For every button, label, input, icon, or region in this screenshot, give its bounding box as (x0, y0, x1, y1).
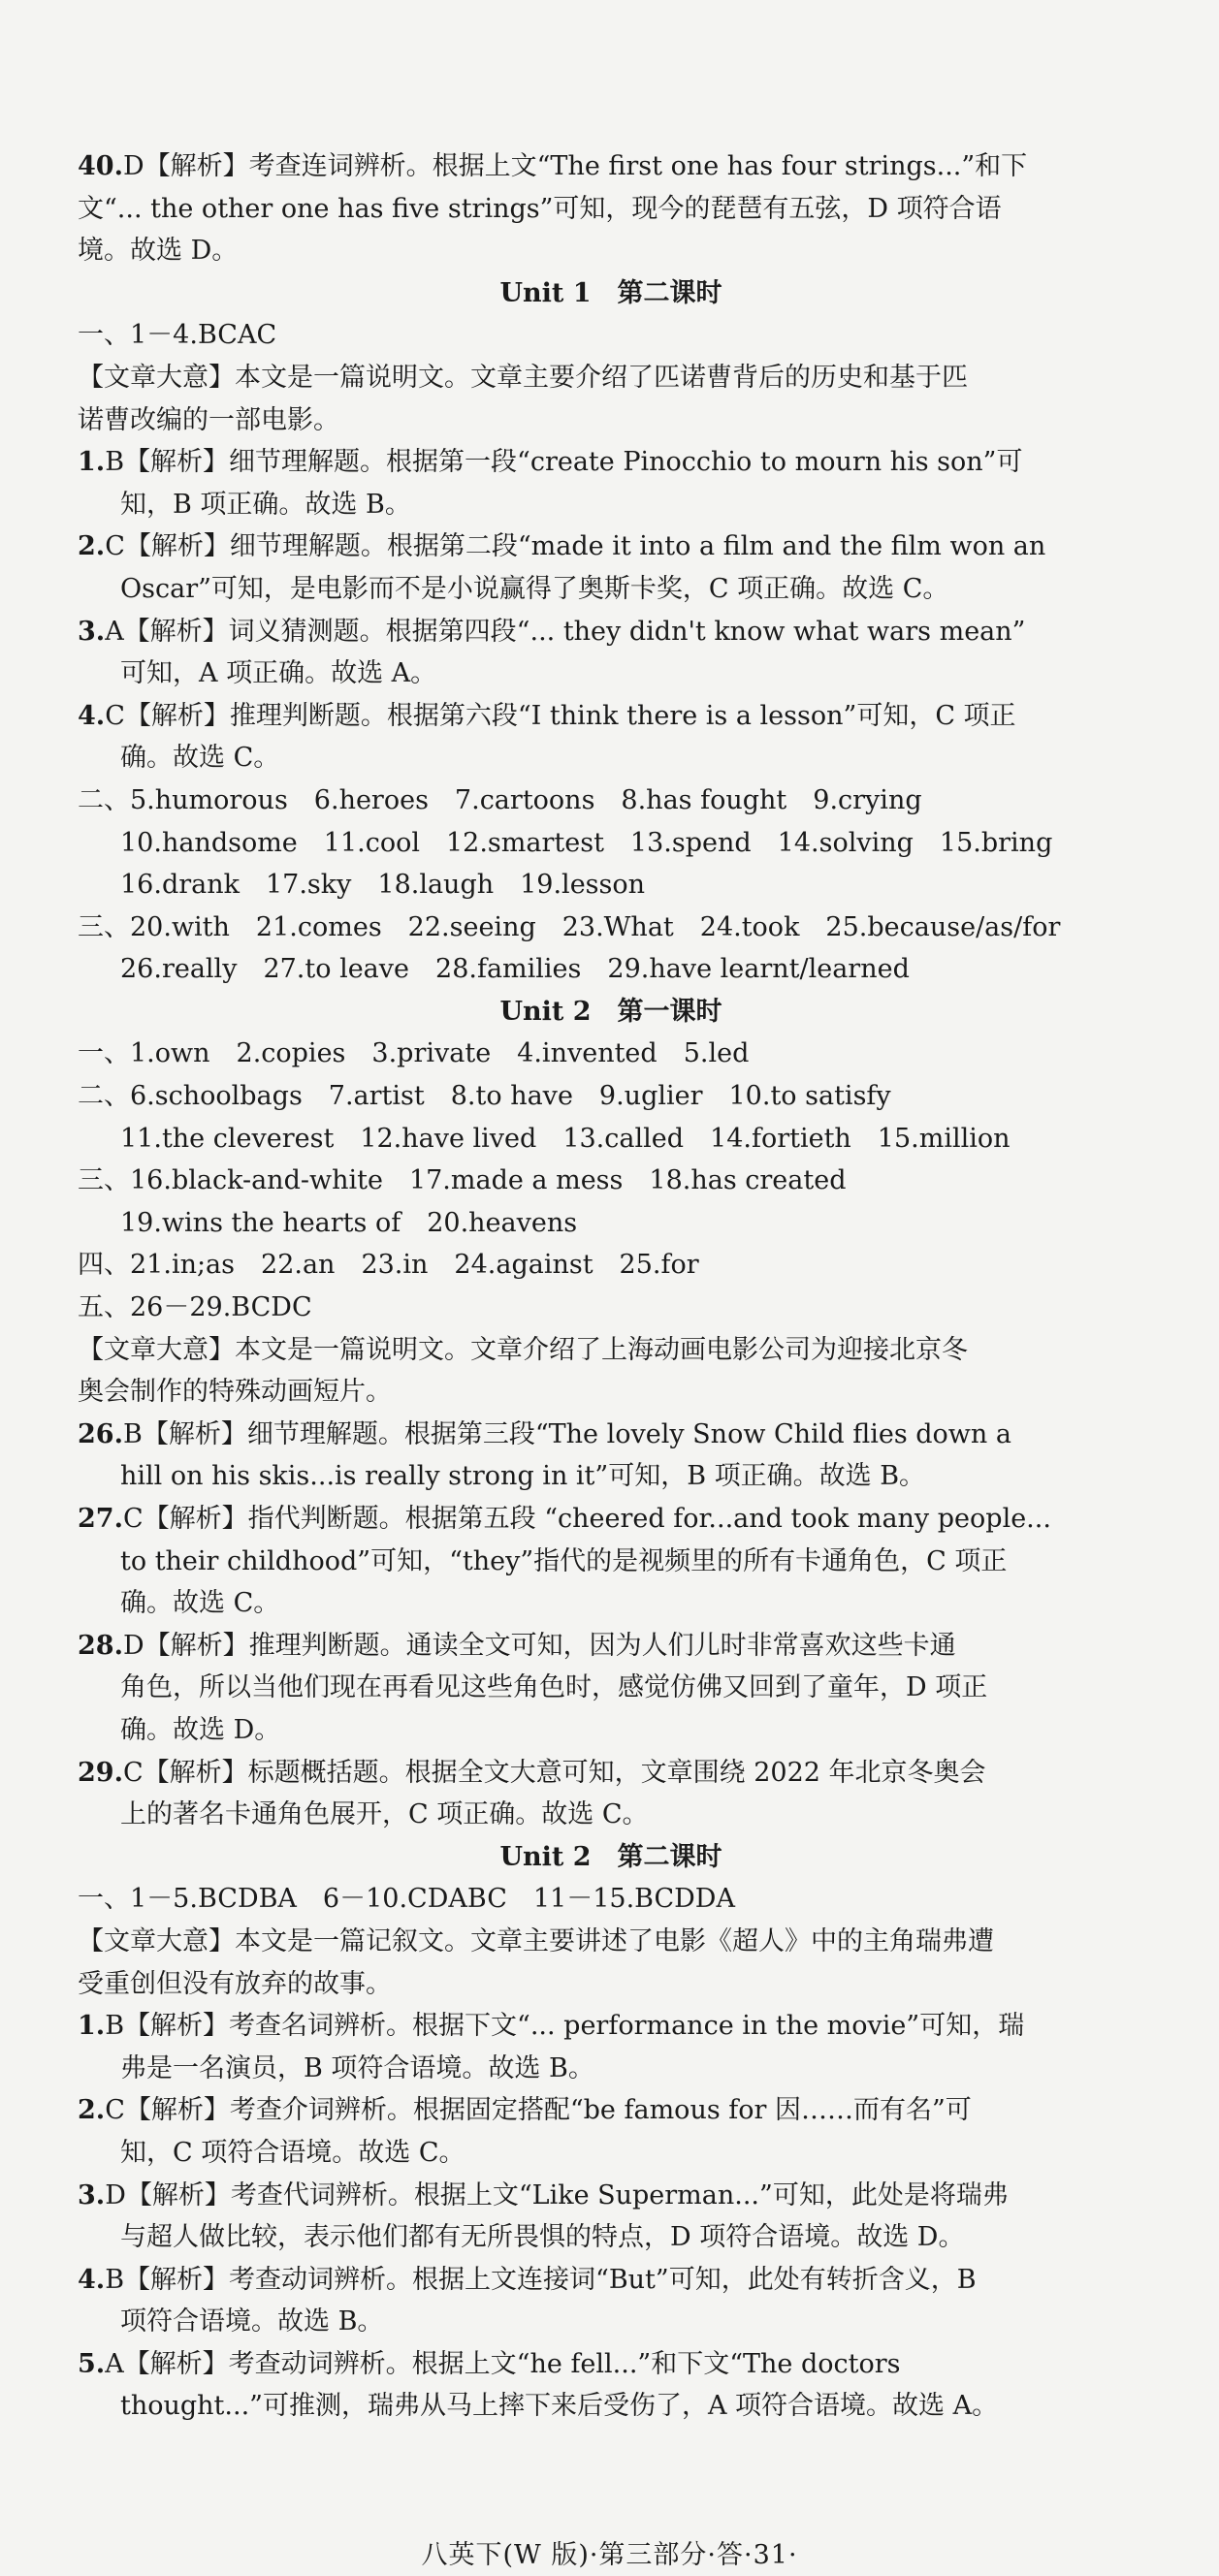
item-number: 29. (78, 1757, 123, 1788)
item-number: 5. (78, 2348, 106, 2379)
answer-line: 26.B【解析】细节理解题。根据第三段“The lovely Snow Child flies down a (78, 1418, 1011, 1449)
answer-line: 26.really 27.to leave 28.families 29.have learnt/learned (120, 954, 910, 985)
answer-line: 文“... the other one has five strings”可知，现今的琵琶有五弦，D 项符合语 (78, 193, 1002, 224)
item-number: 27. (78, 1504, 123, 1534)
answer-line: 19.wins the hearts of 20.heavens (120, 1207, 578, 1238)
answer-line: 27.C【解析】指代判断题。根据第五段 “cheered for...and took many people... (78, 1504, 1051, 1534)
answer-line: 4.B【解析】考查动词辨析。根据上文连接词“But”可知，此处有转折含义，B (78, 2264, 977, 2295)
answer-line: 知，C 项符合语境。故选 C。 (120, 2137, 465, 2168)
answer-line: 弗是一名演员，B 项符合语境。故选 B。 (120, 2052, 594, 2083)
passage-summary: 奥会制作的特殊动画短片。 (78, 1377, 392, 1408)
answer-line: 项符合语境。故选 B。 (120, 2306, 384, 2337)
answer-line: 二、6.schoolbags 7.artist 8.to have 9.uglier 10.to satisfy (78, 1081, 891, 1112)
item-number: 1. (78, 447, 106, 478)
answer-content (78, 145, 1144, 2428)
answer-line: 一、1－4.BCAC (78, 320, 277, 351)
answer-line: 境。故选 D。 (78, 236, 239, 267)
answer-line: to their childhood”可知，“they”指代的是视频里的所有卡通角色，C 项正 (120, 1545, 1008, 1576)
answer-line: 一、1－5.BCDBA 6－10.CDABC 11－15.BCDDA (78, 1884, 735, 1915)
answer-line: 1.B【解析】细节理解题。根据第一段“create Pinocchio to mourn his son”可 (78, 447, 1023, 478)
answer-line: 29.C【解析】标题概括题。根据全文大意可知，文章围绕 2022 年北京冬奥会 (78, 1757, 986, 1788)
item-number: 28. (78, 1630, 123, 1661)
answer-line: thought...”可推测，瑞弗从马上摔下来后受伤了，A 项符合语境。故选 A。 (120, 2391, 999, 2422)
answer-line: 可知，A 项正确。故选 A。 (120, 658, 437, 689)
passage-summary: 诺曹改编的一部电影。 (78, 404, 339, 435)
answer-line: 知，B 项正确。故选 B。 (120, 489, 411, 520)
answer-line: 40.D【解析】考查连词辨析。根据上文“The first one has four strings...”和下 (78, 151, 1028, 181)
answer-line: 2.C【解析】考查介词辨析。根据固定搭配“be famous for 因……而有名”可 (78, 2095, 972, 2126)
answer-line: 28.D【解析】推理判断题。通读全文可知，因为人们儿时非常喜欢这些卡通 (78, 1630, 956, 1661)
passage-summary: 【文章大意】本文是一篇说明文。文章介绍了上海动画电影公司为迎接北京冬 (78, 1334, 968, 1365)
answer-line: 四、21.in;as 22.an 23.in 24.against 25.for (78, 1250, 699, 1281)
answer-line: 确。故选 C。 (120, 743, 280, 774)
answer-line: 五、26－29.BCDC (78, 1292, 312, 1323)
answer-line: 2.C【解析】细节理解题。根据第二段“made it into a film and the film won an (78, 531, 1046, 562)
answer-line: 角色，所以当他们现在再看见这些角色时，感觉仿佛又回到了童年，D 项正 (120, 1672, 988, 1703)
answer-line: 上的著名卡通角色展开，C 项正确。故选 C。 (120, 1799, 649, 1830)
item-number: 26. (78, 1418, 123, 1449)
item-number: 3. (78, 616, 106, 647)
passage-summary: 受重创但没有放弃的故事。 (78, 1968, 392, 1999)
item-number: 2. (78, 2095, 106, 2126)
section-title: Unit 1 第二课时 (499, 277, 722, 308)
item-number: 40. (78, 151, 123, 181)
section-title: Unit 2 第二课时 (499, 1841, 722, 1872)
answer-line: 确。故选 D。 (120, 1714, 281, 1745)
item-number: 1. (78, 2011, 106, 2042)
item-number: 4. (78, 700, 106, 731)
item-number: 3. (78, 2179, 106, 2210)
answer-line: 3.A【解析】词义猜测题。根据第四段“... they didn't know what wars mean” (78, 616, 1026, 647)
answer-line: 3.D【解析】考查代词辨析。根据上文“Like Superman...”可知，此处是将瑞弗 (78, 2179, 1009, 2210)
item-number: 2. (78, 531, 106, 562)
answer-line: Oscar”可知，是电影而不是小说赢得了奥斯卡奖，C 项正确。故选 C。 (120, 573, 949, 604)
answer-line: 与超人做比较，表示他们都有无所畏惧的特点，D 项符合语境。故选 D。 (120, 2222, 965, 2253)
section-title: Unit 2 第一课时 (499, 996, 722, 1027)
answer-line: 4.C【解析】推理判断题。根据第六段“I think there is a lesson”可知，C 项正 (78, 700, 1016, 731)
answer-line: 一、1.own 2.copies 3.private 4.invented 5.led (78, 1038, 750, 1069)
answer-line: 5.A【解析】考查动词辨析。根据上文“he fell...”和下文“The doctors (78, 2348, 901, 2379)
answer-line: 11.the cleverest 12.have lived 13.called 14.fortieth 15.million (120, 1123, 1010, 1154)
answer-line: 二、5.humorous 6.heroes 7.cartoons 8.has fought 9.crying (78, 784, 922, 815)
answer-line: 10.handsome 11.cool 12.smartest 13.spend 14.solving 15.bring (120, 827, 1053, 858)
answer-line: 三、16.black-and-white 17.made a mess 18.has created (78, 1165, 847, 1196)
answer-line: hill on his skis...is really strong in it”可知，B 项正确。故选 B。 (120, 1461, 926, 1492)
page-footer: 八英下(W 版)·第三部分·答·31· (421, 2540, 798, 2570)
passage-summary: 【文章大意】本文是一篇说明文。文章主要介绍了匹诺曹背后的历史和基于匹 (78, 362, 968, 393)
answer-line: 确。故选 C。 (120, 1588, 280, 1619)
answer-line: 1.B【解析】考查名词辨析。根据下文“... performance in the movie”可知，瑞 (78, 2011, 1025, 2042)
item-number: 4. (78, 2264, 106, 2295)
answer-line: 三、20.with 21.comes 22.seeing 23.What 24.took 25.because/as/for (78, 911, 1061, 942)
passage-summary: 【文章大意】本文是一篇记叙文。文章主要讲述了电影《超人》中的主角瑞弗遭 (78, 1925, 994, 1956)
answer-line: 16.drank 17.sky 18.laugh 19.lesson (120, 870, 646, 901)
